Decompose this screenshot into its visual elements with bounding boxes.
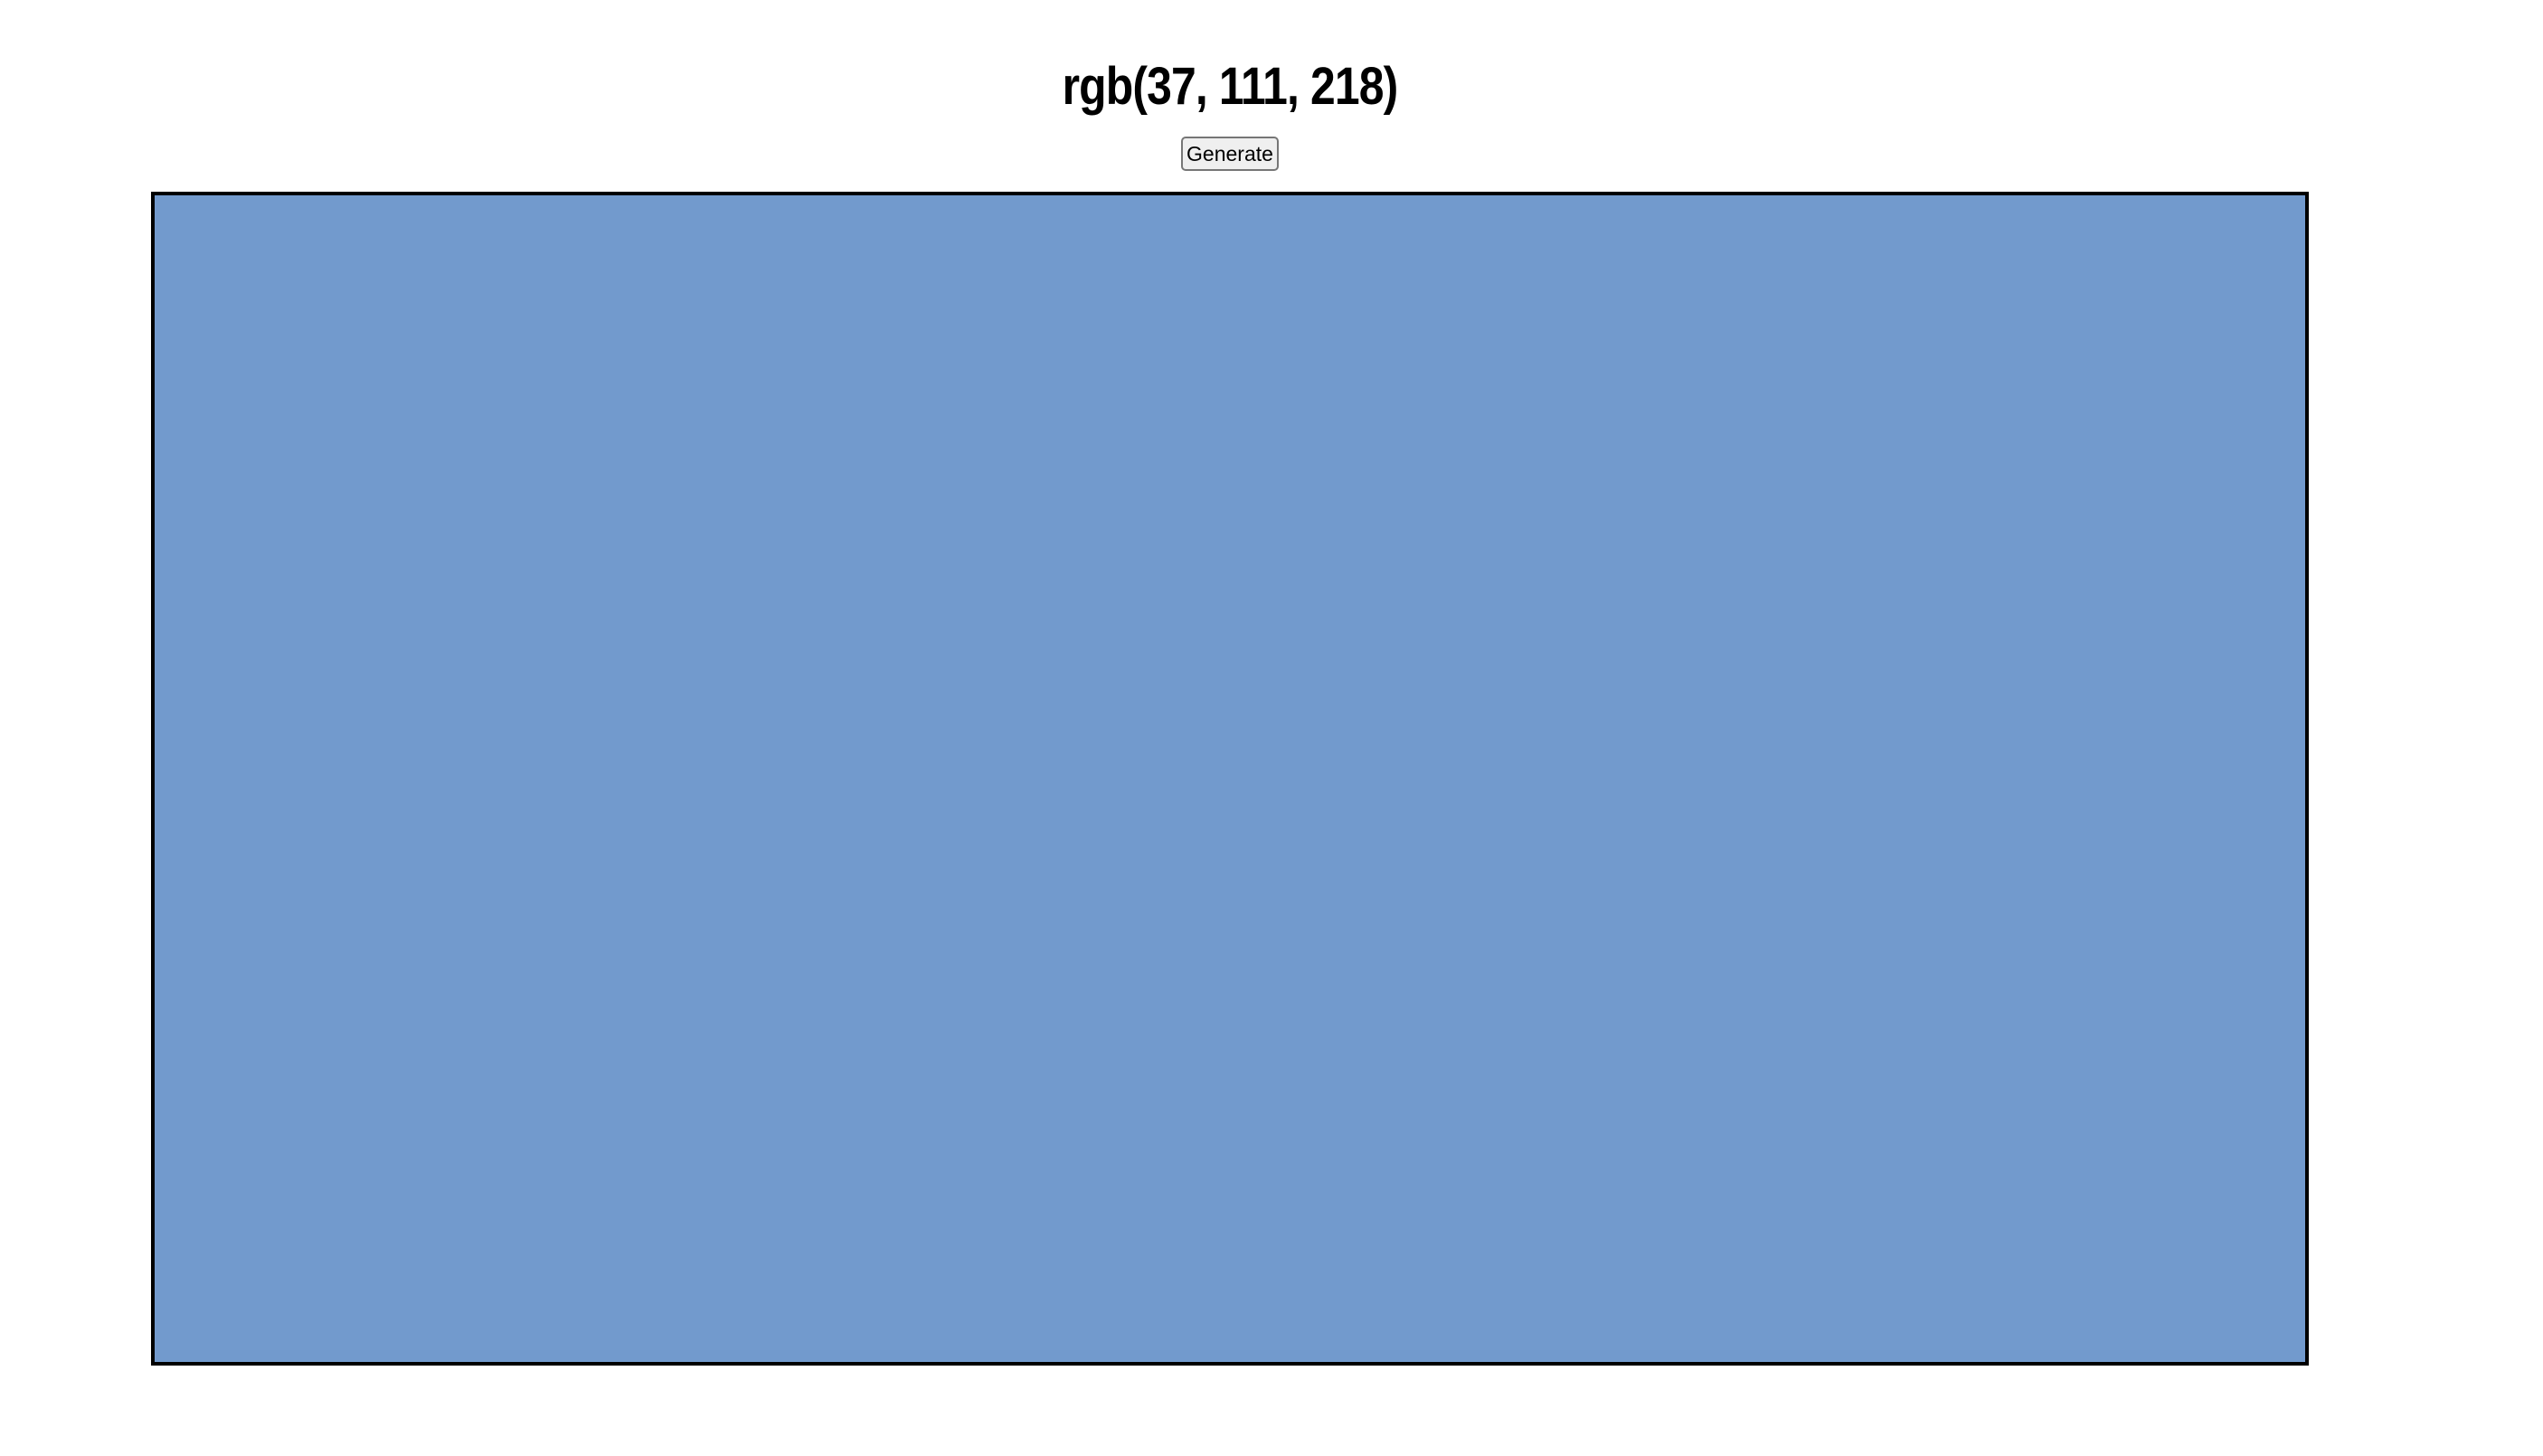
color-swatch — [151, 192, 2309, 1366]
color-value-heading: rgb(37, 111, 218) — [1062, 57, 1398, 116]
generate-button[interactable]: Generate — [1181, 137, 1279, 171]
